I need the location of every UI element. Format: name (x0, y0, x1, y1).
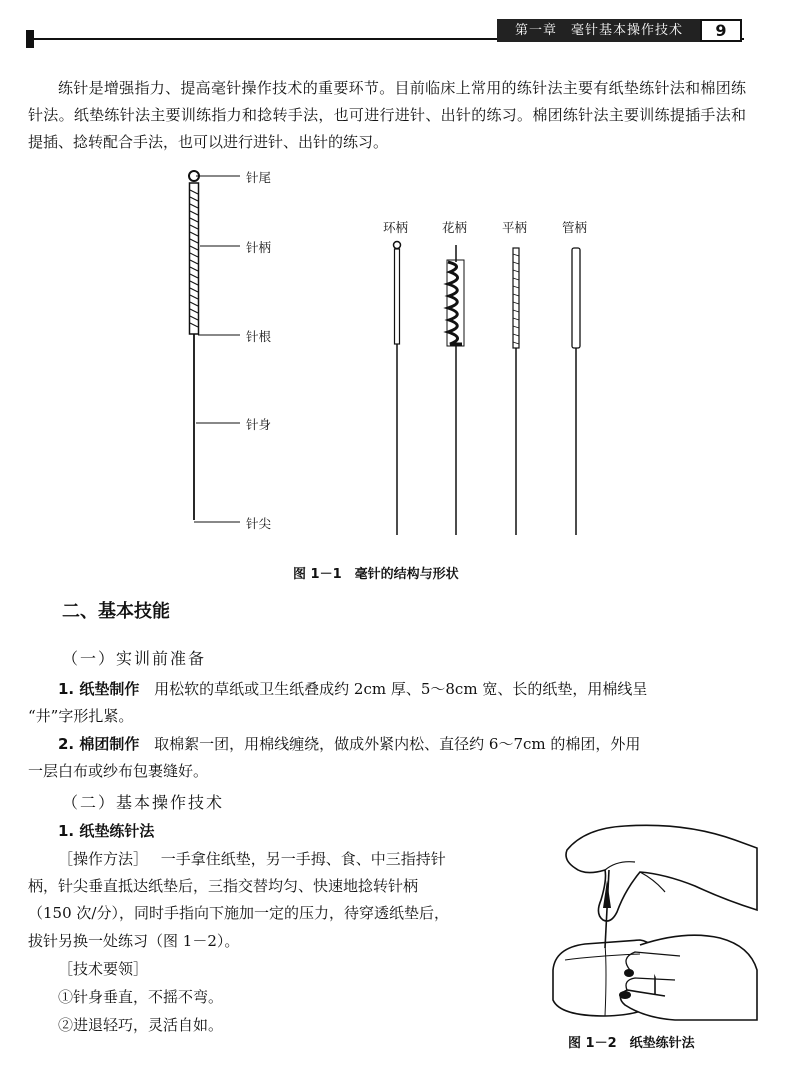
item-paper-pad-text: 用松软的草纸或卫生纸叠成约 2cm 厚、5～8cm 宽、长的纸垫，用棉线呈 (154, 680, 648, 698)
method-line1 (58, 846, 446, 873)
running-header-chapter: 第一章 毫针基本操作技术 (497, 19, 701, 42)
label-needle-tail: 针尾 (246, 170, 272, 185)
method-line3: （150 次/分），同时手指向下施加一定的压力，待穿透纸垫后， (28, 904, 449, 922)
label-flat-handle: 平柄 (502, 220, 528, 235)
subsection-basic-technique-title: （二）基本操作技术 (62, 793, 225, 812)
paper-pad-practice-title: 1. 纸垫练针法 (58, 822, 155, 840)
item-paper-pad-lead: 1. 纸垫制作 (58, 680, 140, 698)
label-needle-body: 针身 (246, 417, 272, 432)
labeled-needle-illustration (189, 171, 240, 522)
item-cotton-ball-line1 (58, 731, 640, 758)
item-cotton-ball-text: 取棉絮一团，用棉线缠绕，做成外紧内松、直径约 6～7cm 的棉团，外用 (154, 735, 641, 753)
label-needle-root: 针根 (246, 329, 272, 344)
technique-point1: ①针身垂直，不摇不弯。 (58, 988, 224, 1006)
technique-label: ［技术要领］ (58, 960, 149, 978)
page-number: 9 (700, 19, 742, 42)
method-label: ［操作方法］ (58, 850, 149, 868)
figure1-caption: 图 1－1 毫针的结构与形状 (293, 567, 459, 582)
ring-handle-needle (394, 242, 401, 536)
figure2-caption: 图 1－2 纸垫练针法 (568, 1036, 695, 1051)
item-cotton-ball-line2: 一层白布或纱布包裹缝好。 (28, 762, 209, 780)
label-tube-handle: 管柄 (562, 220, 588, 235)
method-line2: 柄，针尖垂直抵达纸垫后，三指交替均匀、快速地捻转针柄 (28, 877, 419, 895)
label-needle-handle: 针柄 (246, 240, 272, 255)
paper-pad-practice-illustration (545, 820, 760, 1030)
method-text-1: 一手拿住纸垫，另一手拇、食、中三指持针 (160, 850, 446, 868)
item-paper-pad-line1 (58, 676, 647, 703)
label-flower-handle: 花柄 (442, 220, 468, 235)
label-needle-tip: 针尖 (246, 516, 272, 531)
technique-point2: ②进退轻巧，灵活自如。 (58, 1016, 224, 1034)
item-paper-pad-line2: “井”字形扎紧。 (28, 707, 134, 725)
method-line4: 拔针另换一处练习（图 1－2）。 (28, 932, 240, 950)
intro-paragraph: 练针是增强指力、提高毫针操作技术的重要环节。目前临床上常用的练针法主要有纸垫练针法和棉团练针法。纸垫练针法主要训练指力和捻转手法，也可进行进针、出针的练习。棉团练针法主要训练提插手法和提插、捻转配合手法，也可以进行进针、出针的练习。 (28, 79, 746, 151)
tube-handle-needle (572, 248, 580, 535)
subsection-preparation-title: （一）实训前准备 (62, 649, 207, 668)
flower-handle-needle (447, 245, 464, 535)
item-cotton-ball-lead: 2. 棉团制作 (58, 735, 140, 753)
section-title: 二、基本技能 (62, 601, 170, 622)
label-ring-handle: 环柄 (383, 220, 409, 235)
flat-handle-needle (513, 248, 519, 535)
